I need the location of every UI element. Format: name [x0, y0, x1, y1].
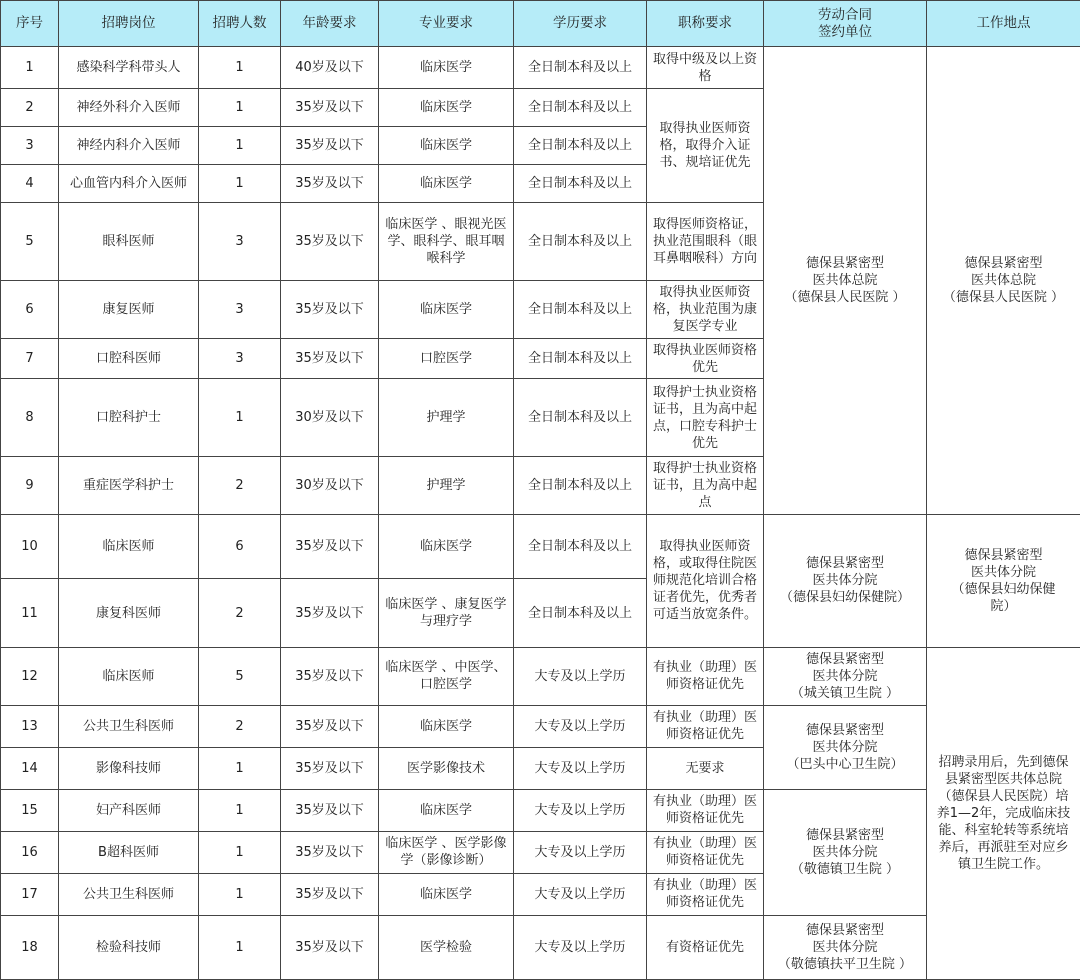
- cell-major: 临床医学 、医学影像学（影像诊断）: [379, 831, 514, 873]
- cell-education: 大专及以上学历: [514, 915, 647, 979]
- cell-post: 康复医师: [59, 281, 199, 339]
- cell-age: 35岁及以下: [281, 165, 379, 203]
- cell-age: 35岁及以下: [281, 579, 379, 647]
- cell-major: 护理学: [379, 379, 514, 457]
- cell-no: 8: [1, 379, 59, 457]
- cell-major: 临床医学: [379, 281, 514, 339]
- cell-age: 35岁及以下: [281, 281, 379, 339]
- cell-age: 30岁及以下: [281, 457, 379, 515]
- cell-no: 9: [1, 457, 59, 515]
- header-no: 序号: [1, 1, 59, 47]
- cell-no: 7: [1, 339, 59, 379]
- cell-count: 2: [199, 579, 281, 647]
- header-count: 招聘人数: [199, 1, 281, 47]
- cell-major: 临床医学: [379, 47, 514, 89]
- header-major: 专业要求: [379, 1, 514, 47]
- cell-no: 4: [1, 165, 59, 203]
- cell-count: 1: [199, 831, 281, 873]
- cell-age: 35岁及以下: [281, 515, 379, 579]
- cell-contract-unit: 德保县紧密型 医共体分院 （德保县妇幼保健院）: [764, 515, 927, 647]
- cell-age: 35岁及以下: [281, 789, 379, 831]
- cell-major: 临床医学: [379, 705, 514, 747]
- cell-title-req: 取得执业医师资格，取得介入证书、规培证优先: [647, 89, 764, 203]
- header-age: 年龄要求: [281, 1, 379, 47]
- cell-title-req: 取得中级及以上资格: [647, 47, 764, 89]
- cell-post: 重症医学科护士: [59, 457, 199, 515]
- cell-major: 医学检验: [379, 915, 514, 979]
- cell-count: 1: [199, 127, 281, 165]
- cell-education: 全日制本科及以上: [514, 281, 647, 339]
- cell-no: 5: [1, 203, 59, 281]
- cell-count: 1: [199, 915, 281, 979]
- cell-age: 35岁及以下: [281, 647, 379, 705]
- cell-no: 11: [1, 579, 59, 647]
- cell-post: 眼科医师: [59, 203, 199, 281]
- cell-title-req: 有执业（助理）医师资格证优先: [647, 873, 764, 915]
- cell-post: 康复科医师: [59, 579, 199, 647]
- cell-no: 3: [1, 127, 59, 165]
- cell-age: 35岁及以下: [281, 873, 379, 915]
- cell-education: 全日制本科及以上: [514, 579, 647, 647]
- cell-major: 临床医学: [379, 515, 514, 579]
- cell-education: 全日制本科及以上: [514, 89, 647, 127]
- cell-no: 12: [1, 647, 59, 705]
- cell-no: 2: [1, 89, 59, 127]
- cell-major: 临床医学: [379, 873, 514, 915]
- cell-no: 16: [1, 831, 59, 873]
- cell-age: 35岁及以下: [281, 203, 379, 281]
- cell-post: 感染科学科带头人: [59, 47, 199, 89]
- cell-workplace: 招聘录用后，先到德保县紧密型医共体总院（德保县人民医院）培养1—2年，完成临床技能、科室轮转等系统培养后，再派驻至对应乡镇卫生院工作。: [927, 647, 1080, 979]
- cell-major: 医学影像技术: [379, 747, 514, 789]
- cell-major: 口腔医学: [379, 339, 514, 379]
- cell-education: 全日制本科及以上: [514, 379, 647, 457]
- cell-count: 1: [199, 89, 281, 127]
- cell-count: 2: [199, 457, 281, 515]
- table-row: [1, 705, 1080, 747]
- cell-education: 全日制本科及以上: [514, 127, 647, 165]
- cell-contract-unit: 德保县紧密型 医共体分院 （城关镇卫生院 ）: [764, 647, 927, 705]
- header-row: [1, 1, 1080, 47]
- cell-post: 口腔科医师: [59, 339, 199, 379]
- cell-major: 护理学: [379, 457, 514, 515]
- cell-post: 神经内科介入医师: [59, 127, 199, 165]
- cell-major: 临床医学: [379, 165, 514, 203]
- table-row: [1, 915, 1080, 979]
- cell-title-req: 取得执业医师资格优先: [647, 339, 764, 379]
- cell-education: 大专及以上学历: [514, 831, 647, 873]
- cell-title-req: 取得护士执业资格证书，且为高中起点，口腔专科护士优先: [647, 379, 764, 457]
- cell-workplace: 德保县紧密型 医共体分院 （德保县妇幼保健 院）: [927, 515, 1080, 647]
- cell-age: 40岁及以下: [281, 47, 379, 89]
- cell-education: 大专及以上学历: [514, 705, 647, 747]
- cell-title-req: 取得护士执业资格证书，且为高中起点: [647, 457, 764, 515]
- cell-post: 神经外科介入医师: [59, 89, 199, 127]
- header-title-req: 职称要求: [647, 1, 764, 47]
- cell-post: 公共卫生科医师: [59, 705, 199, 747]
- table-row: [1, 789, 1080, 831]
- cell-count: 1: [199, 379, 281, 457]
- cell-age: 35岁及以下: [281, 705, 379, 747]
- table-row: [1, 47, 1080, 89]
- cell-no: 13: [1, 705, 59, 747]
- cell-education: 大专及以上学历: [514, 789, 647, 831]
- cell-age: 35岁及以下: [281, 89, 379, 127]
- cell-title-req: 有执业（助理）医师资格证优先: [647, 647, 764, 705]
- cell-age: 35岁及以下: [281, 747, 379, 789]
- cell-title-req: 取得执业医师资格，执业范围为康复医学专业: [647, 281, 764, 339]
- cell-post: 临床医师: [59, 647, 199, 705]
- cell-education: 全日制本科及以上: [514, 47, 647, 89]
- cell-age: 35岁及以下: [281, 127, 379, 165]
- cell-post: 心血管内科介入医师: [59, 165, 199, 203]
- cell-count: 3: [199, 339, 281, 379]
- cell-education: 全日制本科及以上: [514, 457, 647, 515]
- cell-title-req: 有执业（助理）医师资格证优先: [647, 705, 764, 747]
- cell-education: 全日制本科及以上: [514, 339, 647, 379]
- cell-contract-unit: 德保县紧密型 医共体总院 （德保县人民医院 ）: [764, 47, 927, 515]
- cell-major: 临床医学 、中医学、口腔医学: [379, 647, 514, 705]
- header-workplace: 工作地点: [927, 1, 1080, 47]
- cell-major: 临床医学: [379, 89, 514, 127]
- cell-count: 1: [199, 165, 281, 203]
- cell-age: 35岁及以下: [281, 915, 379, 979]
- cell-age: 30岁及以下: [281, 379, 379, 457]
- cell-post: 口腔科护士: [59, 379, 199, 457]
- cell-contract-unit: 德保县紧密型 医共体分院 （敬德镇扶平卫生院 ）: [764, 915, 927, 979]
- cell-age: 35岁及以下: [281, 339, 379, 379]
- cell-post: 影像科技师: [59, 747, 199, 789]
- cell-education: 大专及以上学历: [514, 873, 647, 915]
- table-row: [1, 647, 1080, 705]
- cell-no: 15: [1, 789, 59, 831]
- cell-title-req: 有执业（助理）医师资格证优先: [647, 831, 764, 873]
- cell-age: 35岁及以下: [281, 831, 379, 873]
- header-education: 学历要求: [514, 1, 647, 47]
- cell-count: 6: [199, 515, 281, 579]
- cell-post: B超科医师: [59, 831, 199, 873]
- cell-count: 5: [199, 647, 281, 705]
- header-contract-unit: 劳动合同 签约单位: [764, 1, 927, 47]
- cell-education: 大专及以上学历: [514, 647, 647, 705]
- cell-post: 妇产科医师: [59, 789, 199, 831]
- table-row: [1, 515, 1080, 579]
- cell-count: 3: [199, 203, 281, 281]
- header-post: 招聘岗位: [59, 1, 199, 47]
- cell-education: 全日制本科及以上: [514, 515, 647, 579]
- cell-no: 18: [1, 915, 59, 979]
- cell-no: 1: [1, 47, 59, 89]
- cell-post: 检验科技师: [59, 915, 199, 979]
- cell-major: 临床医学 、眼视光医学、眼科学、眼耳咽喉科学: [379, 203, 514, 281]
- cell-major: 临床医学: [379, 127, 514, 165]
- cell-no: 17: [1, 873, 59, 915]
- cell-count: 3: [199, 281, 281, 339]
- cell-education: 大专及以上学历: [514, 747, 647, 789]
- cell-no: 6: [1, 281, 59, 339]
- cell-contract-unit: 德保县紧密型 医共体分院 （巴头中心卫生院）: [764, 705, 927, 789]
- cell-education: 全日制本科及以上: [514, 165, 647, 203]
- cell-education: 全日制本科及以上: [514, 203, 647, 281]
- cell-count: 2: [199, 705, 281, 747]
- cell-title-req: 取得医师资格证，执业范围眼科（眼耳鼻咽喉科）方向: [647, 203, 764, 281]
- cell-title-req: 有执业（助理）医师资格证优先: [647, 789, 764, 831]
- cell-title-req: 无要求: [647, 747, 764, 789]
- cell-major: 临床医学 、康复医学与理疗学: [379, 579, 514, 647]
- cell-title-req: 取得执业医师资格，或取得住院医师规范化培训合格证者优先，优秀者可适当放宽条件。: [647, 515, 764, 647]
- cell-no: 14: [1, 747, 59, 789]
- cell-title-req: 有资格证优先: [647, 915, 764, 979]
- cell-post: 公共卫生科医师: [59, 873, 199, 915]
- cell-count: 1: [199, 873, 281, 915]
- cell-count: 1: [199, 47, 281, 89]
- cell-no: 10: [1, 515, 59, 579]
- cell-count: 1: [199, 747, 281, 789]
- cell-count: 1: [199, 789, 281, 831]
- cell-contract-unit: 德保县紧密型 医共体分院 （敬德镇卫生院 ）: [764, 789, 927, 915]
- cell-major: 临床医学: [379, 789, 514, 831]
- cell-workplace: 德保县紧密型 医共体总院 （德保县人民医院 ）: [927, 47, 1080, 515]
- cell-post: 临床医师: [59, 515, 199, 579]
